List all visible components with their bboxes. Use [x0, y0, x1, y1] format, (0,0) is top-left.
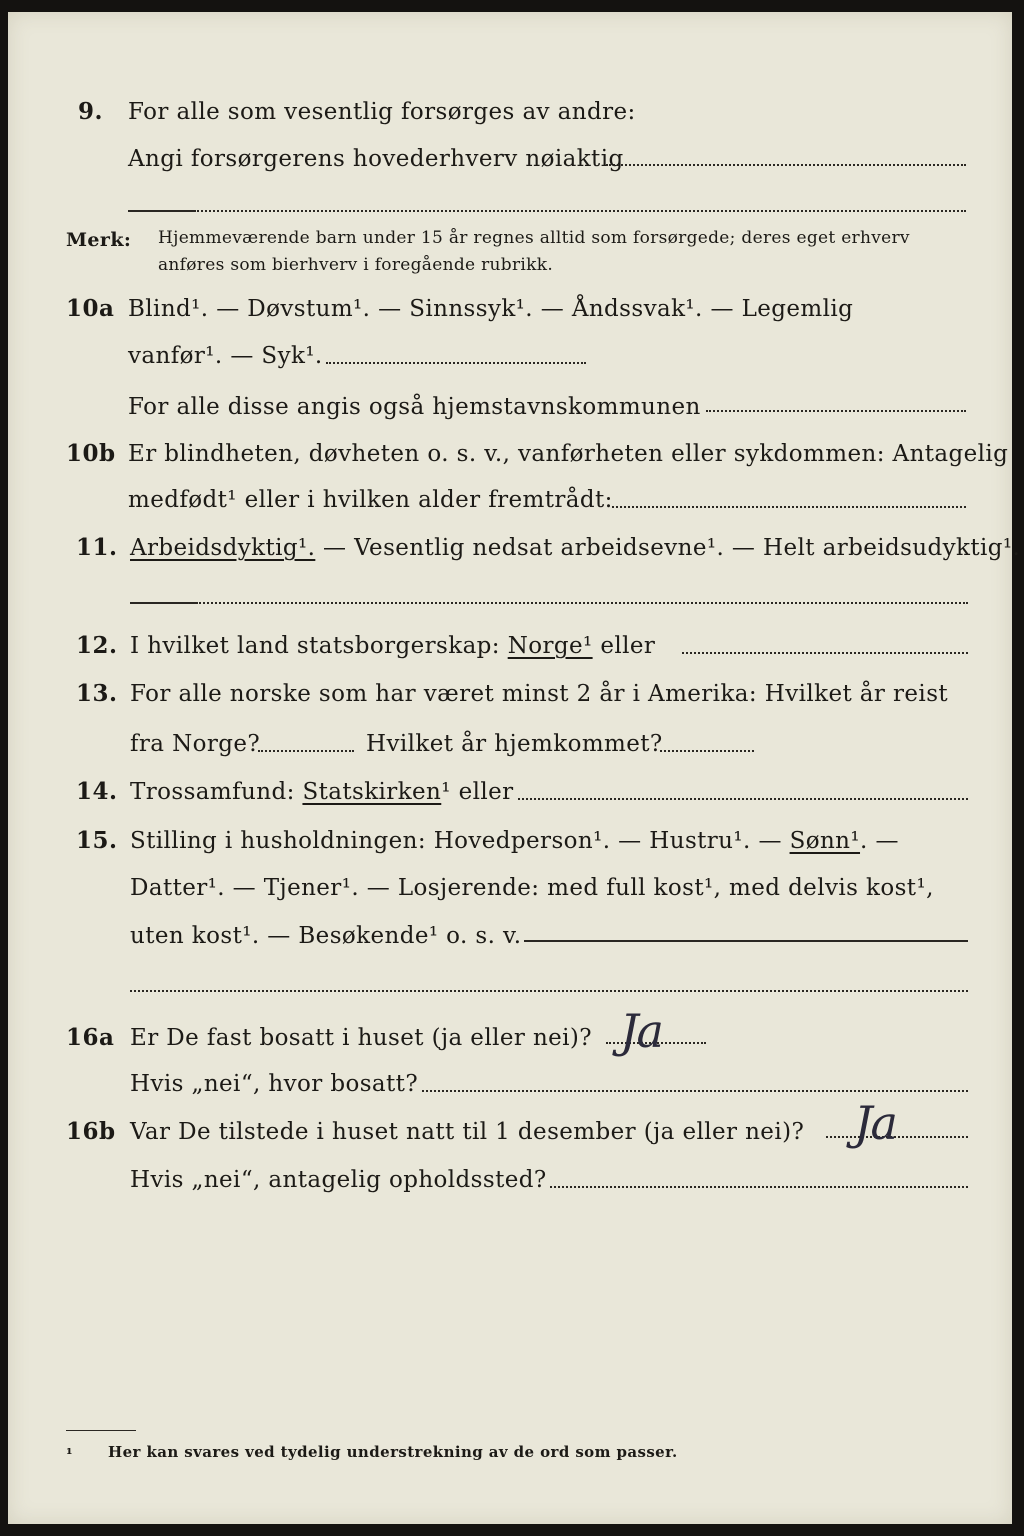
option-arbeidsdyktig[interactable]: Arbeidsdyktig¹. — [130, 535, 316, 561]
question-9-number: 9. — [78, 98, 104, 125]
answer-line-10a-home[interactable] — [706, 410, 966, 412]
answer-line-14[interactable] — [518, 798, 968, 800]
question-12-text — [130, 632, 655, 660]
question-14-label: Trossamfund: — [130, 779, 295, 805]
census-form-page — [8, 12, 1021, 1524]
question-15-line-2: Datter¹. — Tjener¹. — Losjerende: med full kost¹, med delvis kost¹, — [130, 875, 934, 901]
question-14-text — [130, 778, 514, 806]
question-15-line-1 — [130, 827, 899, 855]
note-line-1: Hjemmeværende barn under 15 år regnes alltid som forsørgede; deres eget erhverv — [158, 228, 910, 248]
question-10b-line-2: medfødt¹ eller i hvilken alder fremtrådt: — [128, 487, 613, 513]
note-label: Merk: — [66, 229, 132, 251]
question-14-number: 14. — [76, 778, 118, 805]
question-15-line-3: uten kost¹. — Besøkende¹ o. s. v. — [130, 923, 522, 949]
handwritten-answer-16b[interactable]: Ja — [854, 1096, 896, 1150]
question-15-line-1a: Stilling i husholdningen: Hovedperson¹. — Hustru¹. — — [130, 828, 782, 854]
question-16a-line-1: Er De fast bosatt i huset (ja eller nei)? — [130, 1025, 593, 1051]
note-line-2: anføres som bierhverv i foregående rubrikk. — [158, 255, 554, 275]
question-10b-line-1: Er blindheten, døvheten o. s. v., vanførheten eller sykdommen: Antagelig — [128, 441, 1009, 467]
option-statskirken[interactable]: Statskirken — [302, 779, 442, 805]
answer-line-16a-where[interactable] — [422, 1090, 968, 1092]
question-16a-line-2: Hvis „nei“, hvor bosatt? — [130, 1071, 419, 1097]
question-12-label: I hvilket land statsborgerskap: — [130, 633, 500, 659]
answer-line-10b[interactable] — [612, 506, 966, 508]
answer-line-10a[interactable] — [326, 362, 586, 364]
answer-line-16b-place[interactable] — [550, 1186, 968, 1188]
option-sonn[interactable]: Sønn¹ — [789, 828, 861, 854]
question-10a-line-3: For alle disse angis også hjemstavnskommunen — [128, 394, 701, 420]
footnote-mark: ¹ — [66, 1445, 73, 1463]
question-9-subtext: Angi forsørgerens hovederhverv nøiaktig — [128, 146, 624, 172]
question-9-text: For alle som vesentlig forsørges av andre: — [128, 99, 636, 125]
question-11-rest: — Vesentlig nedsat arbeidsevne¹. — Helt arbeidsudyktig¹. — [323, 535, 1021, 561]
answer-line-9b[interactable] — [194, 210, 966, 212]
question-12-tail: eller — [600, 633, 656, 659]
answer-line-9[interactable] — [606, 164, 966, 166]
question-15-line-1c: . — — [860, 828, 899, 854]
answer-line-11[interactable] — [196, 602, 968, 604]
question-12-number: 12. — [76, 632, 118, 659]
question-10a-line-1: Blind¹. — Døvstum¹. — Sinnssyk¹. — Åndssvak¹. — Legemlig — [128, 296, 854, 322]
footnote-text: Her kan svares ved tydelig understrekning av de ord som passer. — [108, 1443, 678, 1461]
answer-line-16b[interactable] — [826, 1136, 968, 1138]
question-11-number: 11. — [76, 534, 118, 561]
answer-line-12[interactable] — [682, 652, 968, 654]
answer-line-15b[interactable] — [130, 990, 968, 992]
question-11-text — [130, 534, 1020, 562]
question-16b-line-1: Var De tilstede i huset natt til 1 desember (ja eller nei)? — [130, 1119, 805, 1145]
question-16b-number: 16b — [66, 1118, 116, 1145]
question-10a-number: 10a — [66, 295, 115, 322]
handwritten-answer-16a[interactable]: Ja — [620, 1004, 662, 1058]
question-10b-number: 10b — [66, 440, 116, 467]
rule — [128, 210, 194, 212]
question-15-number: 15. — [76, 827, 118, 854]
rule — [130, 602, 196, 604]
question-13-line-2b: Hvilket år hjemkommet? — [366, 731, 663, 757]
question-13-line-1: For alle norske som har været minst 2 år i Amerika: Hvilket år reist — [130, 681, 949, 707]
answer-line-13-left[interactable] — [258, 750, 354, 752]
question-13-line-2a: fra Norge? — [130, 731, 261, 757]
question-16a-number: 16a — [66, 1024, 115, 1051]
question-13-number: 13. — [76, 680, 118, 707]
question-14-tail: ¹ eller — [441, 779, 514, 805]
answer-line-13-returned[interactable] — [660, 750, 754, 752]
answer-line-15[interactable] — [524, 940, 968, 942]
question-10a-line-2: vanfør¹. — Syk¹. — [128, 343, 323, 369]
option-norge[interactable]: Norge¹ — [507, 633, 593, 659]
question-16b-line-2: Hvis „nei“, antagelig opholdssted? — [130, 1167, 547, 1193]
footnote-rule — [66, 1430, 136, 1431]
